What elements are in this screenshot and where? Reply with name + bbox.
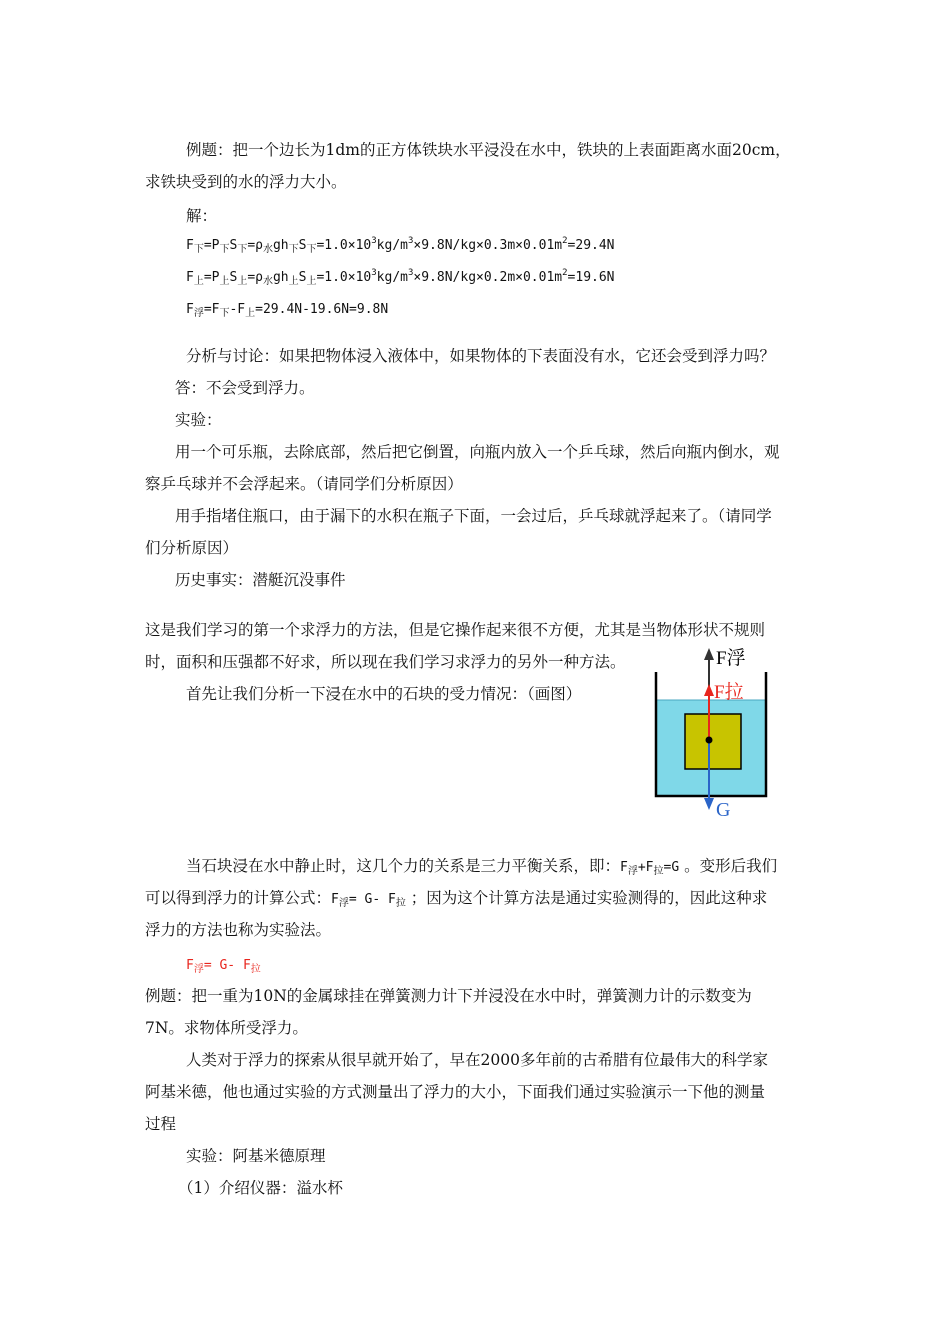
label-buoyancy: F浮 bbox=[716, 648, 746, 669]
highlighted-formula: F浮= G- F拉 bbox=[186, 958, 261, 975]
down-arrow-icon bbox=[704, 798, 714, 810]
formula-f-top: $F_上=P_上S_上=\rho_水gh_上S_上=1.0\times 10^3kg/m^3\times 9.8N/kg\times 0.2m\times 0.01m^2=19.6N$ bbox=[186, 268, 615, 287]
center-point bbox=[706, 737, 713, 744]
label-gravity: G bbox=[716, 799, 731, 821]
label-tension: F拉 bbox=[714, 682, 744, 703]
experiment-line-3: 用手指堵住瓶口，由于漏下的水积在瓶子下面，一会过后，乒乓球就浮起来了。（请同学 bbox=[175, 507, 772, 525]
experiment-label: 实验： bbox=[175, 411, 222, 429]
archimedes-para-line-2: 阿基米德，他也通过实验的方式测量出了浮力的大小，下面我们通过实验演示一下他的测量 bbox=[145, 1083, 766, 1101]
formula-f-buoyancy: $F_浮=F_下-F_上=29.4N-19.6N=9.8N$ bbox=[186, 302, 389, 319]
example-1-line-2: 求铁块受到的水的浮力大小。 bbox=[145, 173, 347, 191]
method-para-line-2: 时，面积和压强都不好求，所以现在我们学习求浮力的另外一种方法。 bbox=[145, 653, 626, 671]
solution-label: 解： bbox=[186, 207, 218, 225]
instrument-intro: （1）介绍仪器：溢水杯 bbox=[178, 1179, 343, 1197]
stone-block bbox=[685, 714, 741, 769]
method-para-line-1: 这是我们学习的第一个求浮力的方法，但是它操作起来很不方便，尤其是当物体形状不规则 bbox=[145, 621, 766, 639]
history-fact: 历史事实：潜艇沉没事件 bbox=[175, 571, 346, 589]
archimedes-para-line-3: 过程 bbox=[145, 1115, 177, 1133]
example-2-line-1: 例题：把一重为10N的金属球挂在弹簧测力计下并浸没在水中时，弹簧测力计的示数变为 bbox=[145, 987, 752, 1005]
equilibrium-line-2: 可以得到浮力的计算公式：F浮= G- F拉 ；因为这个计算方法是通过实验测得的，因此这种求 bbox=[145, 889, 768, 909]
discussion-answer: 答：不会受到浮力。 bbox=[175, 379, 315, 397]
archimedes-para-line-1: 人类对于浮力的探索从很早就开始了，早在2000多年前的古希腊有位最伟大的科学家 bbox=[186, 1051, 768, 1069]
analysis-prompt: 首先让我们分析一下浸在水中的石块的受力情况：（画图） bbox=[186, 685, 582, 703]
discussion-question: 分析与讨论：如果把物体浸入液体中，如果物体的下表面没有水，它还会受到浮力吗？ bbox=[186, 347, 776, 365]
equilibrium-line-1: 当石块浸在水中静止时，这几个力的关系是三力平衡关系，即：F浮+F拉=G 。变形后我们 bbox=[186, 857, 778, 877]
experiment-line-4: 们分析原因） bbox=[145, 539, 239, 557]
force-diagram bbox=[640, 644, 780, 822]
experiment-line-2: 察乒乓球并不会浮起来。（请同学们分析原因） bbox=[145, 475, 463, 493]
experiment-line-1: 用一个可乐瓶，去除底部，然后把它倒置，向瓶内放入一个乒乓球，然后向瓶内倒水，观 bbox=[175, 443, 780, 461]
equilibrium-line-3: 浮力的方法也称为实验法。 bbox=[145, 921, 332, 939]
example-2-line-2: 7N。求物体所受浮力。 bbox=[145, 1019, 308, 1037]
archimedes-experiment-label: 实验：阿基米德原理 bbox=[186, 1147, 326, 1165]
formula-f-bottom: $F_下=P_下S_下=\rho_水gh_下S_下=1.0\times 10^3kg/m^3\times 9.8N/kg\times 0.3m\times 0.01m^2=29.4N$ bbox=[186, 236, 615, 255]
tension-arrow-icon bbox=[704, 684, 714, 696]
up-arrow-icon bbox=[704, 648, 714, 660]
example-1-line-1: 例题：把一个边长为1dm的正方体铁块水平浸没在水中，铁块的上表面距离水面20cm， bbox=[186, 141, 791, 159]
